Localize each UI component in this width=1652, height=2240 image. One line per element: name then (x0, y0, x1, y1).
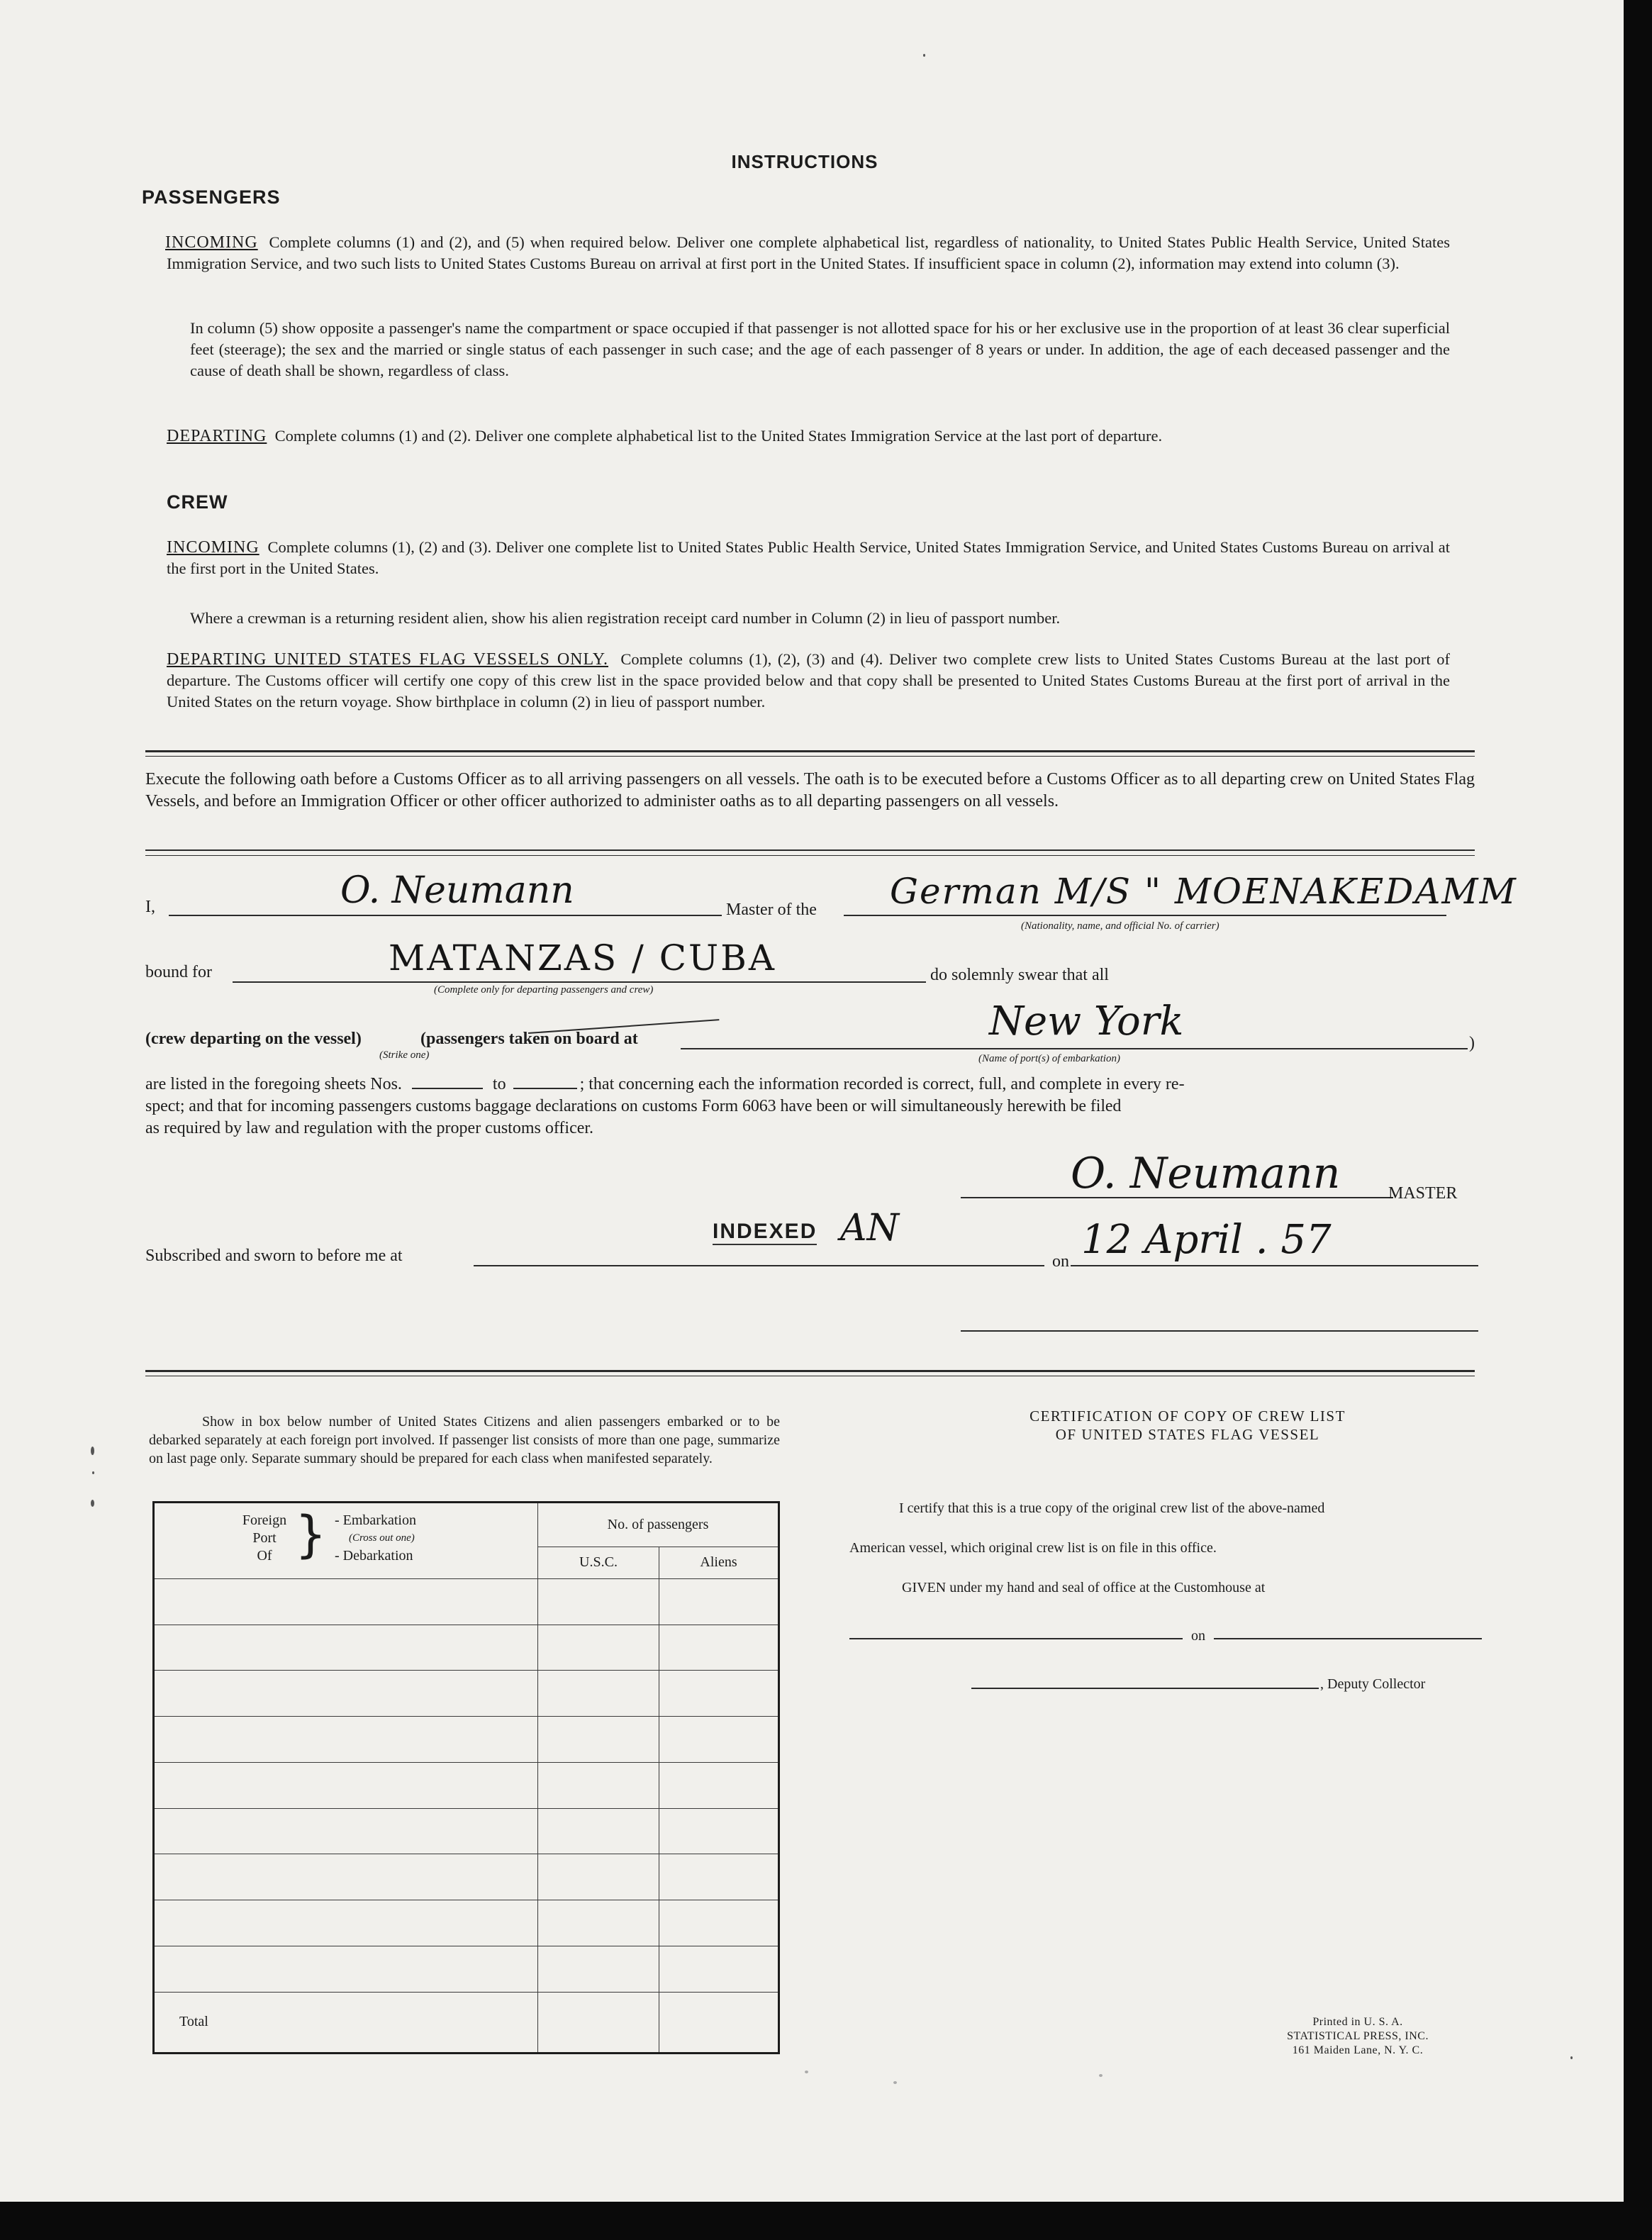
divider-top (145, 750, 1475, 752)
sheets-to: to (492, 1075, 506, 1093)
usc-cell[interactable] (538, 1625, 659, 1671)
aliens-cell[interactable] (659, 1671, 779, 1717)
carrier-caption: (Nationality, name, and official No. of carrier) (1021, 920, 1220, 932)
passengers-incoming-paragraph (167, 232, 1450, 274)
indexed-stamp: INDEXED (713, 1220, 817, 1245)
oath-line-2: spect; and that for incoming passengers customs baggage declarations on customs Form 6063 have been or will simultaneously herewith be filed (145, 1097, 1122, 1115)
usc-cell[interactable] (538, 1578, 659, 1625)
subscribed-label: Subscribed and sworn to before me at (145, 1247, 403, 1265)
aliens-header: Aliens (659, 1547, 779, 1578)
passengers-heading: PASSENGERS (142, 186, 281, 208)
total-aliens-cell[interactable] (659, 1992, 779, 2053)
subscribed-line (474, 1265, 1044, 1266)
passengers-column5-paragraph: In column (5) show opposite a passenger's name the compartment or space occupied if that passenger is not allotted space for his or her exclusive use in the proportion of at least 36 clear superficial feet (steerage); the sex and the married or single status of each passenger in such case; and the age of each passenger of 8 years or under. In addition, the age of each deceased passenger and the cause of death shall be shown, regardless of class. (190, 319, 1450, 379)
master-name-line (169, 915, 722, 916)
passengers-departing-lead: DEPARTING (167, 427, 267, 445)
customhouse-blank[interactable] (849, 1638, 1183, 1639)
certify-line2: American vessel, which original crew list is on file in this office. (849, 1540, 1217, 1556)
divider-top-thin (145, 756, 1475, 757)
crew-departing-paragraph (167, 649, 1450, 713)
crew-departing-lead: DEPARTING UNITED STATES FLAG VESSELS ONLY. (167, 650, 608, 669)
scan-speck (1570, 2056, 1573, 2059)
oath-line-3: as required by law and regulation with the proper customs officer. (145, 1119, 594, 1137)
port-cell[interactable] (154, 1717, 538, 1763)
usc-cell[interactable] (538, 1671, 659, 1717)
certification-title-line2: OF UNITED STATES FLAG VESSEL (1055, 1426, 1320, 1443)
indexed-initials: AN (840, 1207, 900, 1249)
summary-instruction: Show in box below number of United States Citizens and alien passengers embarked or to be debarked separately at each foreign port involved. If passenger list consists of more than one page, summarize on last page only. Separate summary should be prepared for each class when manifested separately. (149, 1414, 780, 1466)
aliens-cell[interactable] (659, 1946, 779, 1992)
port-handwritten: New York (989, 998, 1184, 1044)
port-cell[interactable] (154, 1854, 538, 1900)
usc-cell[interactable] (538, 1762, 659, 1808)
on-label: on (1052, 1252, 1069, 1271)
bound-for-handwritten: MATANZAS / CUBA (389, 937, 777, 979)
oath-i-label: I, (145, 898, 155, 916)
printer-line1: Printed in U. S. A. (1312, 2016, 1403, 2028)
port-caption: (Name of port(s) of embarkation) (978, 1053, 1120, 1064)
crew-heading: CREW (167, 491, 228, 513)
port-label: Port (252, 1530, 277, 1546)
no-passengers-header: No. of passengers (538, 1503, 779, 1547)
given-line: GIVEN under my hand and seal of office at the Customhouse at (902, 1580, 1266, 1595)
scan-speck (923, 54, 925, 57)
master-label: MASTER (1388, 1184, 1458, 1203)
certify-line1: I certify that this is a true copy of the original crew list of the above-named (899, 1500, 1325, 1516)
aliens-cell[interactable] (659, 1808, 779, 1854)
aliens-cell[interactable] (659, 1717, 779, 1763)
aliens-cell[interactable] (659, 1854, 779, 1900)
officer-signature-line (961, 1330, 1478, 1332)
swear-label: do solemnly swear that all (930, 966, 1109, 984)
master-name-handwritten: O. Neumann (340, 869, 574, 912)
passengers-boarded-option: (passengers taken on board at (420, 1030, 638, 1048)
oath-intro: Execute the following oath before a Customs Officer as to all arriving passengers on all vessels. The oath is to be executed before a Customs Officer as to all departing crew on United States Flag Vessels, and before an Immigration Officer or other officer authorized to administer oaths as to all departing passengers on all vessels. (145, 770, 1475, 810)
scan-speck (92, 1471, 94, 1474)
crew-incoming-paragraph (167, 537, 1450, 579)
scan-speck (91, 1447, 94, 1455)
total-label: Total (154, 1992, 538, 2053)
date-line (1071, 1265, 1478, 1266)
port-cell[interactable] (154, 1808, 538, 1854)
instructions-title: INSTRUCTIONS (731, 151, 878, 172)
passenger-summary-table (152, 1501, 780, 2054)
port-cell[interactable] (154, 1578, 538, 1625)
sheets-line (145, 1074, 1475, 1096)
printer-line2: STATISTICAL PRESS, INC. (1287, 2030, 1429, 2042)
passengers-incoming-text: Complete columns (1) and (2), and (5) when required below. Deliver one complete alphabetical list, regardless of nationality, to United States Public Health Service, United States Immigration Service, and two such lists to United States Customs Bureau on arrival at first port in the United States. If insufficient space in column (2), information may extend into column (3). (167, 233, 1450, 272)
printer-line3: 161 Maiden Lane, N. Y. C. (1292, 2044, 1424, 2056)
embarkation-label: - Embarkation (335, 1512, 416, 1528)
crew-departing-text: Complete columns (1), (2), (3) and (4). Deliver two complete crew lists to United States Customs Bureau at the last port of departure. The Customs officer will certify one copy of this crew list in the space provided below and that copy shall be presented to United States Customs Bureau at the first port of arrival in the United States on the return voyage. Show birthplace in column (2) in lieu of passport number. (167, 650, 1451, 711)
usc-cell[interactable] (538, 1808, 659, 1854)
brace-icon: } (295, 1505, 327, 1564)
aliens-cell[interactable] (659, 1762, 779, 1808)
usc-cell[interactable] (538, 1946, 659, 1992)
carrier-handwritten: German M/S " MOENAKEDAMM (890, 871, 1517, 912)
port-header-cell (154, 1503, 538, 1579)
bound-for-caption: (Complete only for departing passengers and crew) (434, 984, 654, 996)
deputy-collector-blank[interactable] (971, 1688, 1319, 1689)
passengers-departing-paragraph (167, 425, 1450, 447)
certification-on-label: on (1191, 1628, 1205, 1644)
crew-departing-option: (crew departing on the vessel) (145, 1030, 362, 1048)
carrier-line (844, 915, 1446, 916)
sheets-from-blank[interactable] (412, 1088, 483, 1089)
sheets-suffix: ; that concerning each the information recorded is correct, full, and complete in every re- (579, 1075, 1185, 1093)
aliens-cell[interactable] (659, 1625, 779, 1671)
bound-for-label: bound for (145, 963, 212, 981)
total-usc-cell[interactable] (538, 1992, 659, 2053)
bound-for-line (233, 981, 926, 983)
divider-oath (145, 849, 1475, 851)
divider-bottom (145, 1370, 1475, 1372)
certification-title-line1: CERTIFICATION OF COPY OF CREW LIST (1029, 1408, 1346, 1425)
crew-incoming-lead: INCOMING (167, 538, 259, 557)
master-of-label: Master of the (726, 901, 817, 919)
date-handwritten: 12 April . 57 (1081, 1217, 1332, 1263)
passengers-departing-text: Complete columns (1) and (2). Deliver one complete alphabetical list to the United States Immigration Service at the last port of departure. (274, 427, 1163, 445)
divider-oath-thin (145, 855, 1475, 856)
printer-imprint (1241, 2015, 1475, 2058)
crew-returning-paragraph: Where a crewman is a returning resident alien, show his alien registration receipt card number in Column (2) in lieu of passport number. (190, 609, 1061, 627)
deputy-collector-label: , Deputy Collector (1320, 1676, 1426, 1692)
cross-out-caption: (Cross out one) (349, 1532, 415, 1544)
aliens-cell[interactable] (659, 1578, 779, 1625)
passengers-incoming-lead: INCOMING (165, 233, 258, 252)
aliens-cell[interactable] (659, 1900, 779, 1946)
usc-header: U.S.C. (538, 1547, 659, 1578)
strike-caption: (Strike one) (379, 1049, 430, 1061)
port-cell[interactable] (154, 1946, 538, 1992)
certification-title (851, 1407, 1524, 1444)
scan-speck (805, 2071, 808, 2073)
usc-cell[interactable] (538, 1900, 659, 1946)
scan-speck (91, 1500, 94, 1507)
port-line (681, 1048, 1468, 1049)
port-cell[interactable] (154, 1625, 538, 1671)
usc-cell[interactable] (538, 1854, 659, 1900)
port-cell[interactable] (154, 1900, 538, 1946)
sheets-to-blank[interactable] (513, 1088, 577, 1089)
of-label: Of (257, 1548, 272, 1564)
port-cell[interactable] (154, 1671, 538, 1717)
scan-speck (1099, 2074, 1103, 2077)
master-signature: O. Neumann (1071, 1149, 1341, 1198)
port-close-paren: ) (1469, 1034, 1475, 1052)
debarkation-label: - Debarkation (335, 1548, 413, 1564)
crew-incoming-text: Complete columns (1), (2) and (3). Deliver one complete list to United States Public Health Service, United States Immigration Service, and United States Customs Bureau on arrival at the first port in the United States. (167, 538, 1450, 577)
scan-speck (893, 2081, 897, 2084)
certification-date-blank[interactable] (1214, 1638, 1482, 1639)
usc-cell[interactable] (538, 1717, 659, 1763)
foreign-label: Foreign (242, 1512, 287, 1528)
port-cell[interactable] (154, 1762, 538, 1808)
sheets-prefix: are listed in the foregoing sheets Nos. (145, 1075, 402, 1093)
